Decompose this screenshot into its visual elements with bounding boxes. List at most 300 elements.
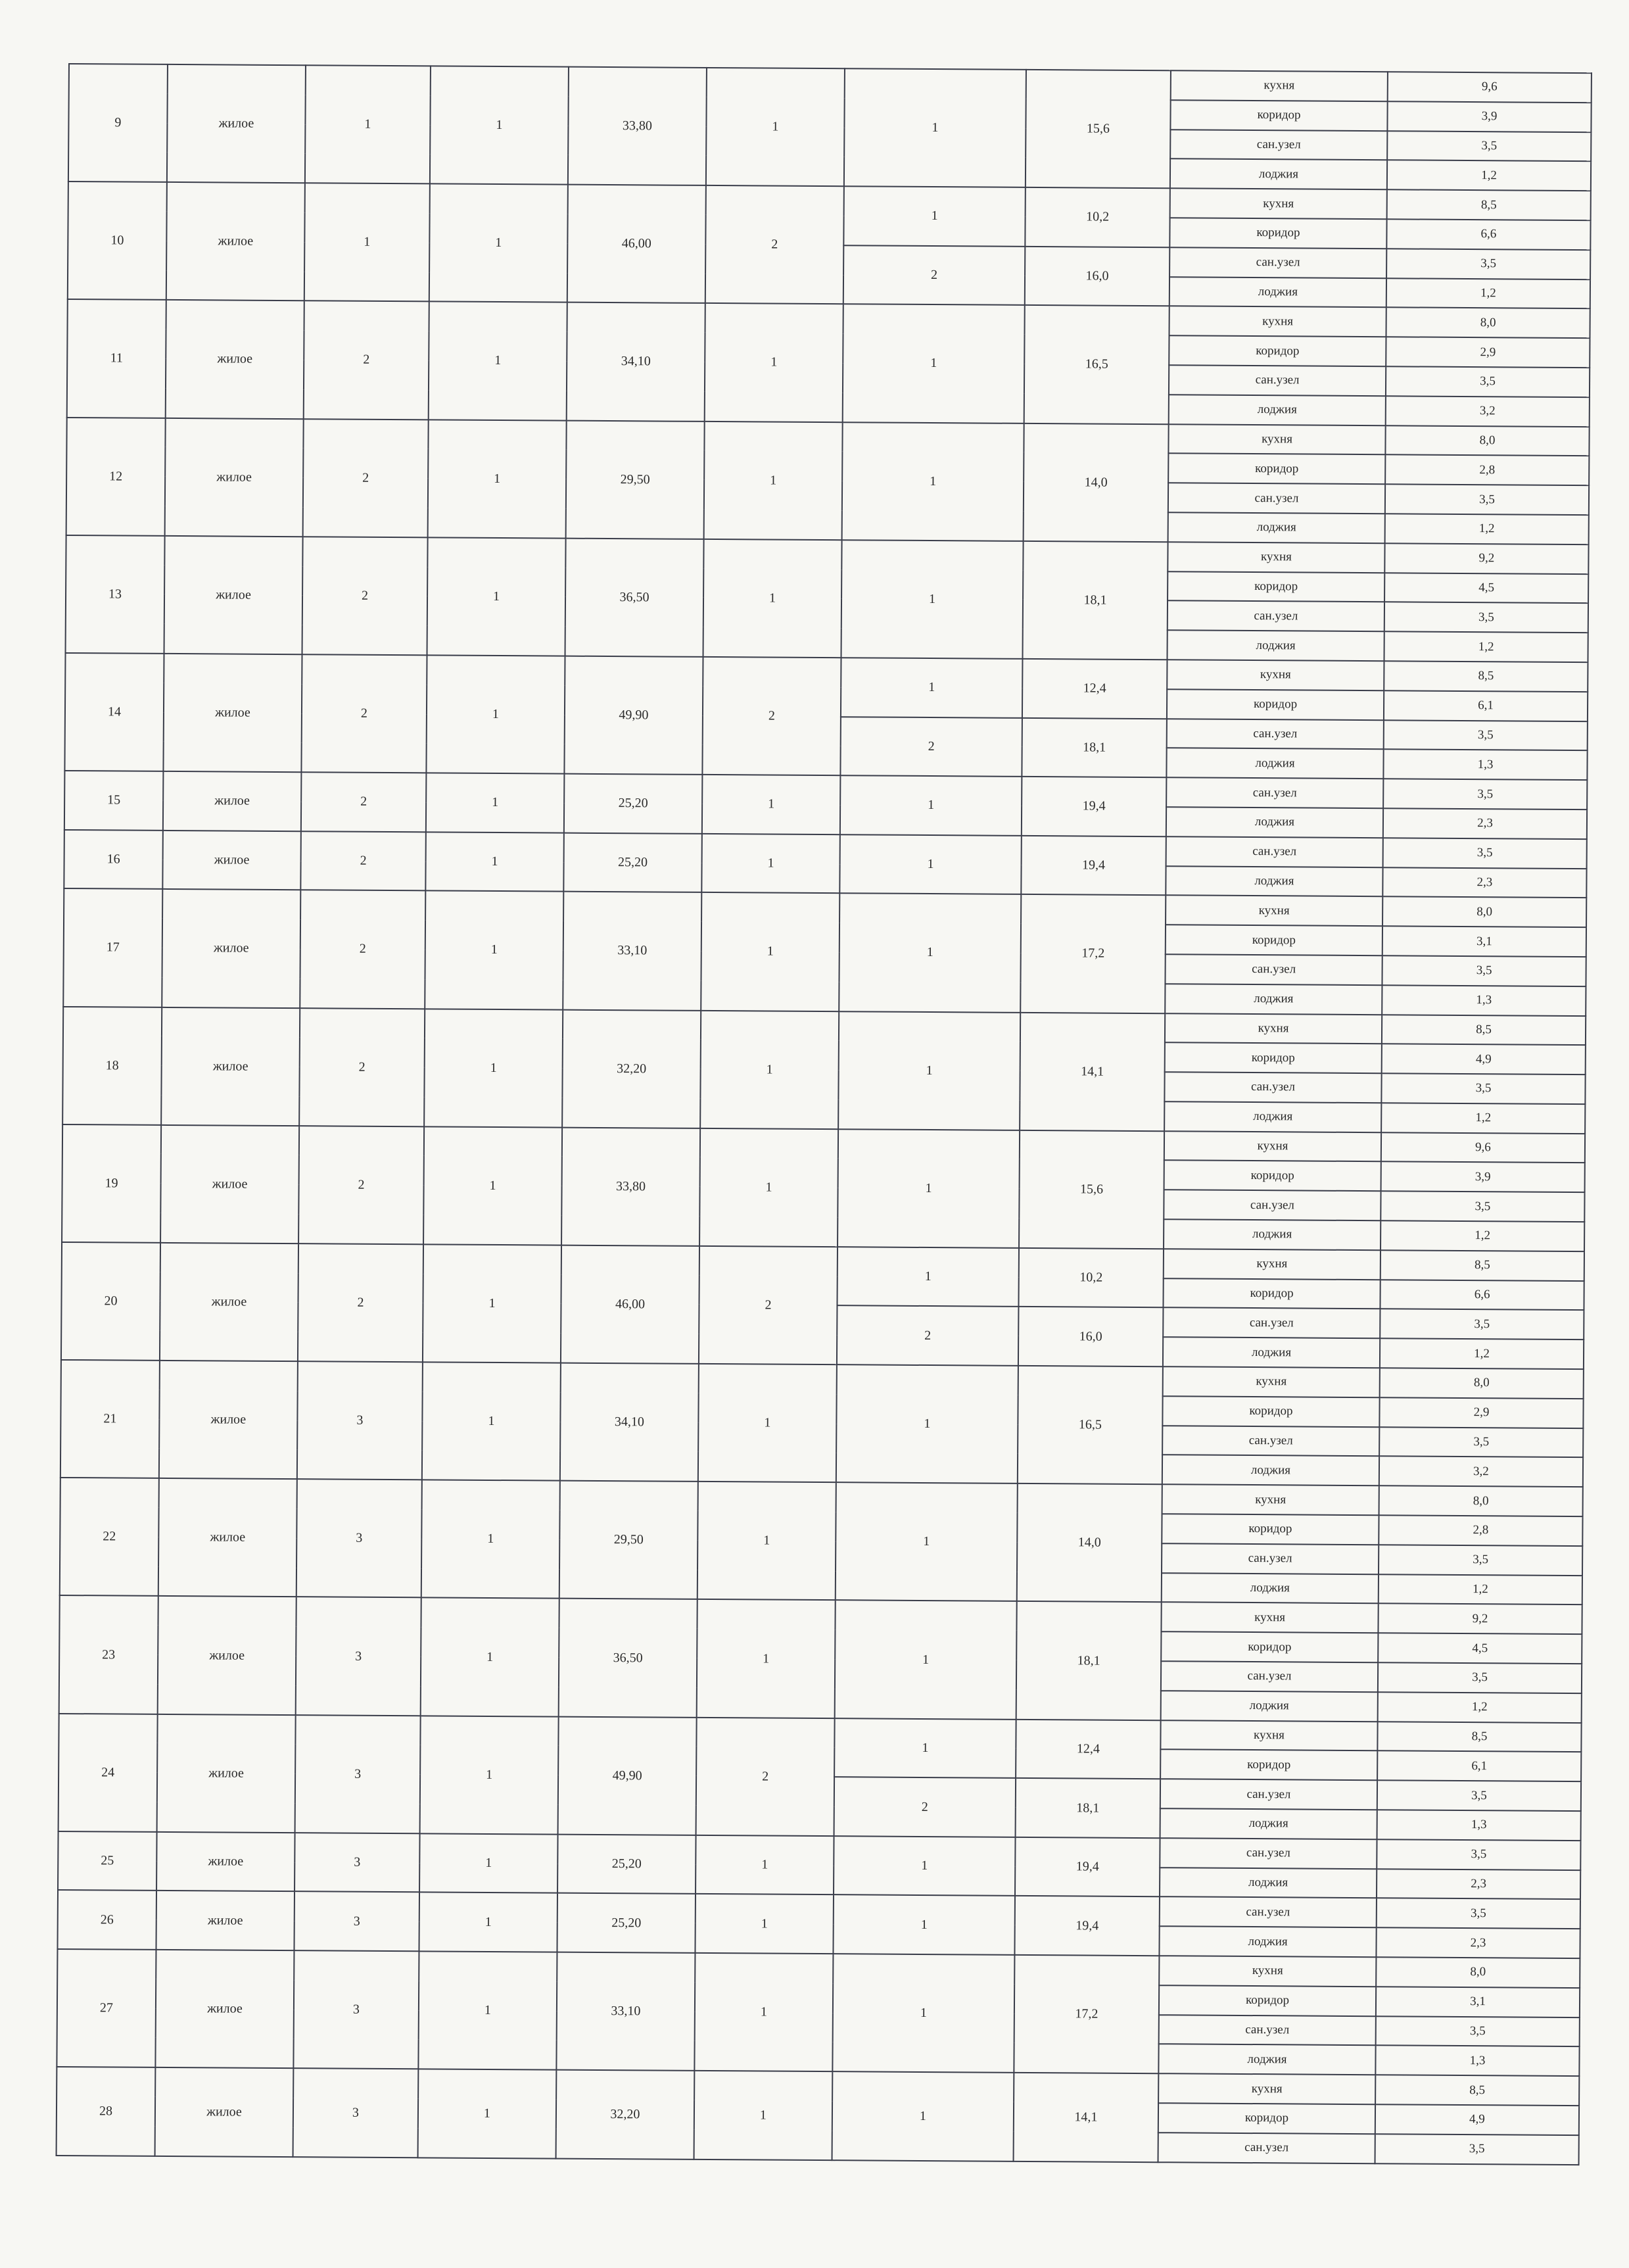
auxiliary-room-name: коридор [1166, 925, 1382, 955]
total-area: 33,80 [568, 67, 707, 185]
living-room-area: 16,5 [1024, 305, 1169, 424]
auxiliary-room-name: лоджия [1165, 984, 1382, 1015]
auxiliary-room-name: кухня [1166, 896, 1382, 927]
auxiliary-room-area: 2,9 [1386, 337, 1590, 368]
auxiliary-room-name: лоджия [1167, 630, 1384, 661]
living-room-number: 1 [833, 1895, 1015, 1955]
auxiliary-room-area: 8,0 [1379, 1485, 1583, 1516]
auxiliary-room-area: 3,5 [1377, 1839, 1580, 1870]
auxiliary-room-name: сан.узел [1161, 1661, 1378, 1692]
living-room-number: 1 [839, 834, 1022, 894]
column-4-value: 1 [429, 184, 568, 302]
premises-type: жилое [163, 654, 302, 772]
living-room-area: 14,1 [1020, 1012, 1165, 1131]
auxiliary-room-area: 3,2 [1386, 396, 1590, 427]
living-room-number: 1 [836, 1364, 1018, 1484]
total-area: 46,00 [561, 1245, 699, 1363]
living-rooms-count: 1 [697, 1599, 836, 1718]
premises-type: жилое [162, 831, 301, 890]
total-area: 49,90 [558, 1716, 697, 1835]
living-room-area: 19,4 [1014, 1896, 1160, 1956]
auxiliary-room-area: 4,5 [1378, 1633, 1582, 1664]
apartment-number: 26 [57, 1890, 156, 1950]
auxiliary-room-area: 2,8 [1385, 455, 1589, 486]
auxiliary-room-name: сан.узел [1164, 1190, 1381, 1220]
apartment-number: 11 [67, 299, 166, 418]
auxiliary-room-area: 3,5 [1386, 366, 1590, 397]
column-4-value: 1 [418, 1951, 557, 2069]
living-room-number: 1 [843, 304, 1025, 423]
auxiliary-room-area: 6,6 [1380, 1280, 1584, 1311]
premises-type: жилое [159, 1361, 298, 1479]
auxiliary-room-area: 1,2 [1387, 160, 1591, 191]
auxiliary-room-area: 9,2 [1378, 1604, 1582, 1635]
living-rooms-count: 2 [696, 1718, 835, 1836]
living-rooms-count: 1 [706, 68, 845, 186]
auxiliary-room-area: 3,5 [1379, 1427, 1583, 1458]
auxiliary-room-name: кухня [1167, 660, 1384, 690]
auxiliary-room-area: 3,5 [1384, 602, 1588, 633]
auxiliary-room-name: кухня [1163, 1366, 1380, 1397]
auxiliary-room-area: 2,3 [1377, 1869, 1580, 1900]
auxiliary-room-area: 3,5 [1376, 2016, 1580, 2047]
auxiliary-room-area: 1,2 [1380, 1338, 1584, 1369]
total-area: 32,20 [562, 1009, 701, 1128]
living-room-area: 18,1 [1016, 1778, 1161, 1838]
total-area: 33,10 [556, 1952, 695, 2071]
apartment-number: 27 [57, 1949, 156, 2067]
living-room-number: 1 [836, 1482, 1018, 1601]
auxiliary-room-name: кухня [1162, 1484, 1379, 1515]
living-room-number: 1 [841, 658, 1023, 717]
column-4-value: 1 [423, 1244, 561, 1363]
auxiliary-room-name: сан.узел [1164, 1072, 1381, 1103]
floor-number: 3 [293, 1950, 419, 2069]
living-room-area: 15,6 [1026, 70, 1171, 189]
auxiliary-room-area: 3,5 [1383, 838, 1587, 869]
apartment-number: 25 [58, 1831, 157, 1891]
floor-number: 1 [305, 65, 431, 183]
auxiliary-room-area: 4,9 [1375, 2104, 1579, 2135]
auxiliary-room-area: 3,1 [1376, 1987, 1580, 2017]
auxiliary-room-name: сан.узел [1166, 777, 1383, 808]
apartment-number: 13 [66, 535, 165, 654]
apartment-number: 18 [62, 1006, 162, 1124]
auxiliary-room-name: коридор [1165, 1043, 1382, 1074]
living-room-number: 1 [840, 775, 1022, 835]
total-area: 25,20 [557, 1893, 696, 1953]
auxiliary-room-area: 6,1 [1377, 1751, 1581, 1782]
auxiliary-room-name: кухня [1160, 1720, 1377, 1751]
auxiliary-room-name: коридор [1169, 335, 1386, 366]
document-page [55, 63, 1591, 2268]
auxiliary-room-name: кухня [1164, 1131, 1381, 1162]
auxiliary-room-name: кухня [1168, 424, 1385, 455]
auxiliary-room-area: 8,0 [1380, 1368, 1584, 1399]
auxiliary-room-name: коридор [1162, 1514, 1379, 1545]
apartment-number: 24 [59, 1714, 158, 1832]
auxiliary-room-name: лоджия [1160, 1868, 1377, 1898]
auxiliary-room-name: коридор [1159, 1985, 1376, 2016]
auxiliary-room-area: 1,2 [1378, 1692, 1582, 1723]
column-4-value: 1 [424, 1009, 563, 1127]
apartment-number: 12 [66, 418, 166, 536]
auxiliary-room-name: кухня [1159, 1956, 1376, 1987]
floor-number: 2 [301, 772, 427, 832]
living-room-number: 1 [839, 894, 1021, 1013]
premises-type: жилое [165, 418, 304, 536]
living-rooms-count: 1 [702, 775, 841, 834]
living-rooms-count: 1 [704, 421, 843, 539]
column-4-value: 1 [428, 420, 567, 538]
auxiliary-room-name: сан.узел [1162, 1426, 1379, 1457]
premises-type: жилое [162, 889, 300, 1007]
floor-number: 3 [293, 2068, 419, 2158]
living-room-area: 10,2 [1025, 187, 1170, 247]
total-area: 34,10 [567, 302, 705, 421]
living-room-number: 1 [844, 68, 1026, 187]
premises-type: жилое [158, 1596, 296, 1714]
total-area: 29,50 [559, 1481, 698, 1599]
total-area: 29,50 [566, 420, 705, 539]
column-4-value: 1 [425, 891, 563, 1009]
auxiliary-room-name: сан.узел [1165, 954, 1382, 985]
premises-type: жилое [157, 1714, 296, 1833]
auxiliary-room-name: сан.узел [1163, 1308, 1380, 1339]
auxiliary-room-area: 3,5 [1387, 131, 1591, 162]
auxiliary-room-area: 2,3 [1383, 808, 1587, 839]
column-4-value: 1 [426, 655, 565, 773]
auxiliary-room-name: коридор [1160, 1750, 1377, 1781]
auxiliary-room-name: лоджия [1166, 866, 1382, 897]
auxiliary-room-area: 8,5 [1381, 1250, 1584, 1281]
auxiliary-room-area: 1,3 [1382, 985, 1586, 1016]
column-4-value: 1 [418, 2069, 557, 2158]
auxiliary-room-area: 3,9 [1387, 101, 1591, 132]
auxiliary-room-area: 8,0 [1382, 897, 1586, 928]
auxiliary-room-area: 9,2 [1384, 543, 1588, 574]
auxiliary-room-name: сан.узел [1160, 1838, 1377, 1869]
floor-number: 3 [296, 1597, 421, 1716]
auxiliary-room-name: лоджия [1166, 748, 1383, 779]
auxiliary-room-name: кухня [1164, 1249, 1381, 1280]
auxiliary-room-name: кухня [1169, 306, 1386, 337]
living-room-area: 15,6 [1019, 1130, 1164, 1249]
floor-number: 2 [301, 654, 427, 773]
auxiliary-room-area: 2,3 [1376, 1927, 1580, 1958]
auxiliary-room-name: коридор [1167, 689, 1384, 720]
living-room-area: 18,1 [1022, 541, 1168, 660]
auxiliary-room-name: лоджия [1162, 1455, 1379, 1486]
total-area: 34,10 [560, 1363, 699, 1482]
floor-number: 1 [304, 183, 430, 301]
living-room-area: 17,2 [1014, 1955, 1159, 2074]
auxiliary-room-area: 6,6 [1386, 219, 1590, 250]
auxiliary-room-area: 1,2 [1385, 514, 1589, 544]
total-area: 46,00 [567, 185, 706, 303]
auxiliary-room-area: 3,5 [1375, 2134, 1579, 2165]
floor-number: 3 [295, 1715, 421, 1833]
auxiliary-room-area: 2,8 [1379, 1515, 1582, 1546]
auxiliary-room-name: сан.узел [1166, 836, 1383, 867]
living-room-number: 1 [838, 1129, 1020, 1248]
living-rooms-count: 1 [694, 2071, 833, 2160]
premises-type: жилое [163, 771, 302, 831]
living-room-area: 18,1 [1022, 717, 1167, 777]
auxiliary-room-name: сан.узел [1168, 483, 1385, 514]
living-room-number: 2 [837, 1306, 1019, 1366]
auxiliary-room-area: 3,5 [1379, 1545, 1582, 1576]
column-4-value: 1 [426, 773, 565, 832]
auxiliary-room-area: 8,0 [1376, 1957, 1580, 1988]
floor-number: 3 [297, 1361, 423, 1480]
auxiliary-room-area: 1,3 [1377, 1810, 1581, 1841]
auxiliary-room-area: 8,5 [1382, 1015, 1586, 1046]
living-room-number: 1 [841, 540, 1023, 659]
total-area: 33,80 [561, 1127, 700, 1245]
living-room-number: 2 [840, 717, 1022, 777]
living-room-number: 1 [832, 2071, 1014, 2161]
auxiliary-room-area: 2,3 [1382, 867, 1586, 898]
apartment-number: 16 [64, 830, 163, 890]
column-4-value: 1 [427, 537, 566, 656]
column-4-value: 1 [425, 832, 564, 892]
auxiliary-room-area: 3,5 [1381, 1073, 1585, 1104]
living-room-number: 1 [838, 1011, 1020, 1130]
auxiliary-room-area: 3,5 [1386, 249, 1590, 279]
auxiliary-room-name: коридор [1169, 218, 1386, 249]
living-rooms-count: 2 [705, 185, 844, 304]
living-room-number: 1 [837, 1247, 1019, 1307]
premises-type: жилое [166, 300, 304, 418]
auxiliary-room-area: 9,6 [1388, 72, 1592, 103]
living-rooms-count: 2 [699, 1246, 838, 1364]
auxiliary-room-name: кухня [1168, 542, 1384, 573]
column-4-value: 1 [420, 1716, 559, 1834]
premises-type: жилое [164, 536, 303, 654]
living-room-number: 1 [834, 1836, 1016, 1896]
living-rooms-count: 1 [700, 1010, 839, 1128]
living-rooms-count: 1 [697, 1482, 836, 1600]
auxiliary-room-name: коридор [1158, 2103, 1375, 2134]
floor-number: 3 [294, 1892, 419, 1952]
auxiliary-room-name: лоджия [1166, 807, 1383, 838]
living-rooms-count: 2 [702, 657, 841, 775]
auxiliary-room-name: коридор [1161, 1631, 1378, 1662]
auxiliary-room-name: лоджия [1170, 159, 1387, 190]
apartment-number: 15 [64, 771, 164, 831]
auxiliary-room-name: лоджия [1162, 1573, 1379, 1604]
auxiliary-room-area: 8,5 [1375, 2075, 1579, 2106]
auxiliary-room-name: кухня [1165, 1013, 1382, 1044]
auxiliary-room-name: лоджия [1164, 1101, 1381, 1132]
floor-number: 2 [304, 301, 429, 420]
auxiliary-room-area: 8,0 [1386, 308, 1590, 339]
apartment-registry-table [56, 63, 1592, 2165]
auxiliary-room-name: сан.узел [1159, 2015, 1376, 2046]
auxiliary-room-area: 1,2 [1379, 1574, 1582, 1605]
total-area: 36,50 [559, 1599, 697, 1717]
living-room-area: 16,5 [1018, 1366, 1163, 1485]
total-area: 25,20 [564, 774, 703, 834]
auxiliary-room-area: 3,5 [1378, 1662, 1582, 1693]
auxiliary-room-name: лоджия [1169, 277, 1386, 308]
living-room-number: 2 [834, 1777, 1016, 1837]
premises-type: жилое [166, 182, 305, 301]
auxiliary-room-area: 2,9 [1379, 1397, 1583, 1428]
living-room-area: 16,0 [1018, 1307, 1164, 1366]
auxiliary-room-area: 3,1 [1382, 926, 1586, 957]
living-room-number: 1 [843, 186, 1026, 246]
column-4-value: 1 [419, 1833, 558, 1893]
auxiliary-room-area: 3,5 [1385, 484, 1589, 515]
premises-type: жилое [155, 1950, 294, 2068]
auxiliary-room-name: сан.узел [1162, 1543, 1379, 1574]
auxiliary-room-name: сан.узел [1167, 719, 1384, 750]
total-area: 32,20 [556, 2070, 695, 2159]
auxiliary-room-area: 3,5 [1377, 1780, 1581, 1811]
floor-number: 2 [300, 831, 426, 891]
auxiliary-room-name: кухня [1158, 2073, 1375, 2104]
apartment-number: 17 [63, 888, 162, 1007]
total-area: 25,20 [563, 832, 702, 892]
column-4-value: 1 [430, 66, 569, 184]
auxiliary-room-area: 1,2 [1386, 278, 1590, 309]
living-room-area: 18,1 [1016, 1601, 1162, 1720]
auxiliary-room-name: лоджия [1163, 1337, 1380, 1368]
column-4-value: 1 [419, 1893, 557, 1952]
auxiliary-room-name: сан.узел [1160, 1897, 1377, 1928]
auxiliary-room-name: кухня [1171, 70, 1388, 101]
total-area: 33,10 [563, 892, 701, 1010]
living-room-number: 1 [832, 1954, 1014, 2073]
auxiliary-room-name: сан.узел [1169, 247, 1386, 278]
auxiliary-room-area: 1,2 [1384, 631, 1588, 662]
premises-type: жилое [155, 2067, 294, 2157]
auxiliary-room-name: коридор [1163, 1278, 1380, 1309]
column-4-value: 1 [429, 302, 567, 420]
floor-number: 2 [298, 1243, 423, 1362]
column-4-value: 1 [421, 1598, 559, 1716]
auxiliary-room-area: 3,5 [1377, 1898, 1580, 1929]
apartment-number: 22 [60, 1478, 159, 1596]
living-rooms-count: 1 [695, 1894, 834, 1954]
auxiliary-room-name: лоджия [1159, 1926, 1376, 1957]
auxiliary-room-name: сан.узел [1158, 2133, 1375, 2163]
living-room-area: 14,0 [1017, 1484, 1162, 1603]
auxiliary-room-name: коридор [1168, 454, 1385, 485]
auxiliary-room-name: коридор [1162, 1396, 1379, 1427]
auxiliary-room-name: кухня [1161, 1603, 1378, 1633]
living-rooms-count: 1 [701, 834, 840, 894]
auxiliary-room-name: кухня [1170, 188, 1387, 219]
premises-type: жилое [167, 64, 306, 183]
auxiliary-room-area: 4,9 [1382, 1044, 1586, 1075]
auxiliary-room-area: 3,5 [1382, 955, 1586, 986]
auxiliary-room-name: сан.узел [1168, 601, 1384, 632]
floor-number: 2 [299, 1008, 425, 1126]
living-room-number: 1 [835, 1601, 1017, 1720]
auxiliary-room-name: коридор [1164, 1161, 1381, 1192]
living-rooms-count: 1 [703, 539, 842, 658]
auxiliary-room-area: 1,2 [1381, 1220, 1584, 1251]
column-4-value: 1 [423, 1126, 562, 1245]
living-room-area: 19,4 [1015, 1837, 1160, 1897]
living-room-area: 19,4 [1021, 836, 1166, 896]
apartment-number: 9 [68, 64, 168, 182]
living-room-area: 10,2 [1018, 1248, 1164, 1308]
auxiliary-room-name: лоджия [1169, 395, 1386, 425]
auxiliary-room-area: 1,3 [1383, 750, 1587, 781]
living-rooms-count: 1 [698, 1364, 837, 1482]
floor-number: 2 [298, 1126, 424, 1244]
living-rooms-count: 1 [699, 1128, 838, 1247]
auxiliary-room-area: 8,5 [1377, 1722, 1581, 1752]
auxiliary-room-area: 8,0 [1385, 425, 1589, 456]
auxiliary-room-name: сан.узел [1170, 130, 1387, 160]
auxiliary-room-name: коридор [1168, 571, 1384, 602]
premises-type: жилое [156, 1891, 295, 1950]
living-room-area: 17,2 [1020, 894, 1166, 1013]
auxiliary-room-name: сан.узел [1160, 1779, 1377, 1810]
auxiliary-room-area: 1,2 [1381, 1103, 1585, 1134]
column-4-value: 1 [422, 1362, 561, 1480]
premises-type: жилое [160, 1243, 298, 1361]
apartment-number: 20 [61, 1242, 160, 1361]
auxiliary-room-name: лоджия [1158, 2044, 1375, 2075]
auxiliary-room-area: 6,1 [1384, 690, 1588, 721]
table-row [69, 64, 1592, 103]
auxiliary-room-area: 8,5 [1387, 189, 1591, 220]
living-room-number: 2 [843, 245, 1026, 305]
floor-number: 3 [296, 1479, 422, 1597]
floor-number: 2 [300, 890, 425, 1008]
apartment-number: 28 [57, 2067, 156, 2156]
premises-type: жилое [161, 1007, 300, 1125]
living-room-number: 1 [834, 1718, 1016, 1778]
auxiliary-room-area: 4,5 [1384, 573, 1588, 604]
auxiliary-room-area: 3,9 [1381, 1162, 1585, 1193]
premises-type: жилое [156, 1832, 295, 1892]
auxiliary-room-area: 3,5 [1384, 720, 1588, 751]
premises-type: жилое [158, 1478, 297, 1597]
apartment-number: 19 [62, 1124, 161, 1243]
auxiliary-room-area: 3,5 [1383, 779, 1587, 809]
apartment-number: 10 [68, 181, 167, 300]
apartment-number: 21 [60, 1360, 160, 1478]
auxiliary-room-area: 3,2 [1379, 1457, 1583, 1487]
apartment-number: 14 [64, 653, 164, 771]
living-room-area: 14,0 [1024, 423, 1169, 542]
auxiliary-room-area: 1,3 [1375, 2046, 1579, 2077]
auxiliary-room-name: лоджия [1168, 512, 1385, 543]
premises-type: жилое [160, 1125, 299, 1243]
floor-number: 2 [302, 537, 428, 655]
living-rooms-count: 1 [694, 1953, 833, 2071]
living-room-area: 14,1 [1014, 2073, 1159, 2162]
living-rooms-count: 1 [701, 892, 839, 1011]
auxiliary-room-area: 8,5 [1384, 661, 1588, 692]
living-room-number: 1 [842, 422, 1024, 541]
apartment-number: 23 [59, 1595, 158, 1714]
total-area: 36,50 [565, 538, 704, 656]
living-room-area: 19,4 [1022, 777, 1167, 836]
floor-number: 2 [303, 419, 429, 537]
total-area: 49,90 [564, 656, 703, 775]
auxiliary-room-name: лоджия [1161, 1691, 1378, 1722]
auxiliary-room-name: лоджия [1164, 1219, 1381, 1250]
living-room-area: 12,4 [1016, 1719, 1161, 1779]
